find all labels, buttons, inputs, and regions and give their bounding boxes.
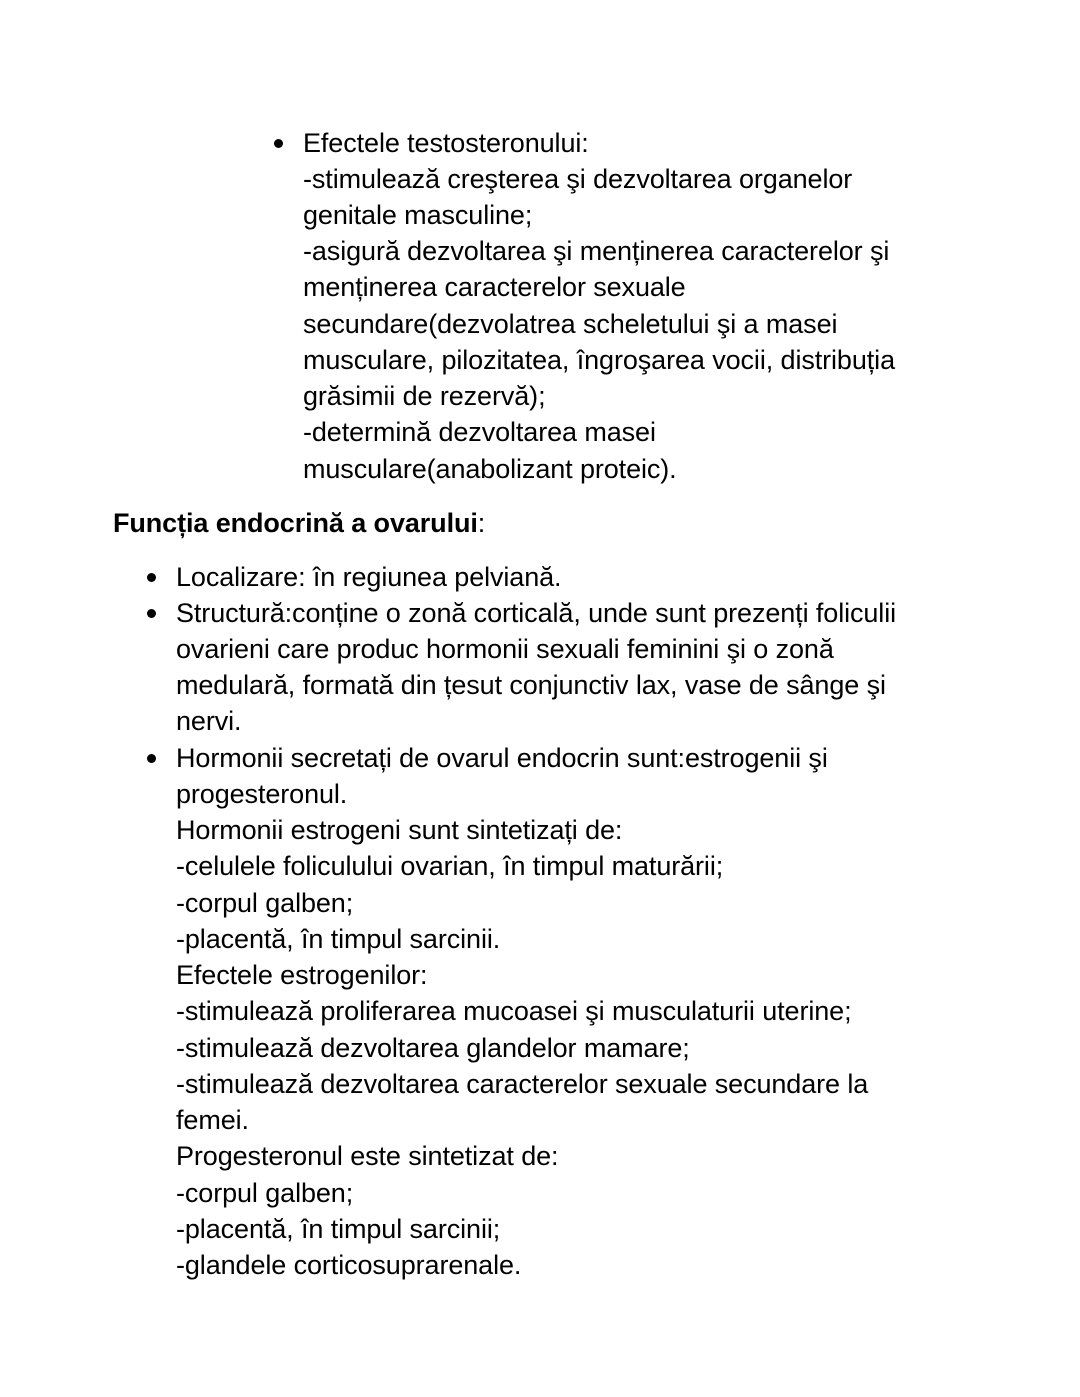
text-line: -corpul galben; [176,888,354,918]
text-line: ovarieni care produc hormonii sexuali feminini şi o zonă [176,634,834,664]
text-line: progesteronul. [176,779,348,809]
bullet-icon [147,573,156,582]
text-line: grăsimii de rezervă); [303,381,546,411]
text-line: Hormonii estrogeni sunt sintetizați de: [176,815,623,845]
list-item: Structură:conține o zonă corticală, unde sunt prezenți foliculii [176,598,897,628]
text-line: menținerea caracterelor sexuale [303,272,686,302]
text-line: medulară, formată din țesut conjunctiv lax, vase de sânge şi [176,670,886,700]
text-line: -stimulează proliferarea mucoasei şi musculaturii uterine; [176,996,852,1026]
list-item: Hormonii secretați de ovarul endocrin sunt:estrogenii şi [176,743,828,773]
text-line: -stimulează creşterea şi dezvoltarea organelor [303,164,853,194]
text-line: -placentă, în timpul sarcinii. [176,924,501,954]
text-line: -celulele foliculului ovarian, în timpul maturării; [176,851,724,881]
text-line: -corpul galben; [176,1178,354,1208]
text-line: secundare(dezvolatrea scheletului şi a masei [303,309,838,339]
text-line: -stimulează dezvoltarea caracterelor sexuale secundare la [176,1069,869,1099]
text-line: Progesteronul este sintetizat de: [176,1141,559,1171]
text-line: musculare, pilozitatea, îngroşarea vocii, distribuția [303,345,895,375]
text-line: -asigură dezvoltarea şi menținerea caracterelor şi [303,236,890,266]
text-line: -glandele corticosuprarenale. [176,1250,522,1280]
bullet-icon [147,754,156,763]
heading-text: Funcția endocrină a ovarului [113,508,478,538]
text-line: -stimulează dezvoltarea glandelor mamare; [176,1033,690,1063]
text-line: femei. [176,1105,249,1135]
bullet-icon [147,609,156,618]
heading-colon: : [477,508,486,538]
list-item: Localizare: în regiunea pelviană. [176,562,562,592]
text-line: nervi. [176,706,242,736]
text-line: -determină dezvoltarea masei [303,417,656,447]
text-line: -placentă, în timpul sarcinii; [176,1214,501,1244]
bullet-icon [274,139,283,148]
text-line: Efectele estrogenilor: [176,960,428,990]
section-heading [113,505,485,541]
text-line: genitale masculine; [303,200,533,230]
text-line: musculare(anabolizant proteic). [303,454,677,484]
list-item-title: Efectele testosteronului: [303,128,589,158]
